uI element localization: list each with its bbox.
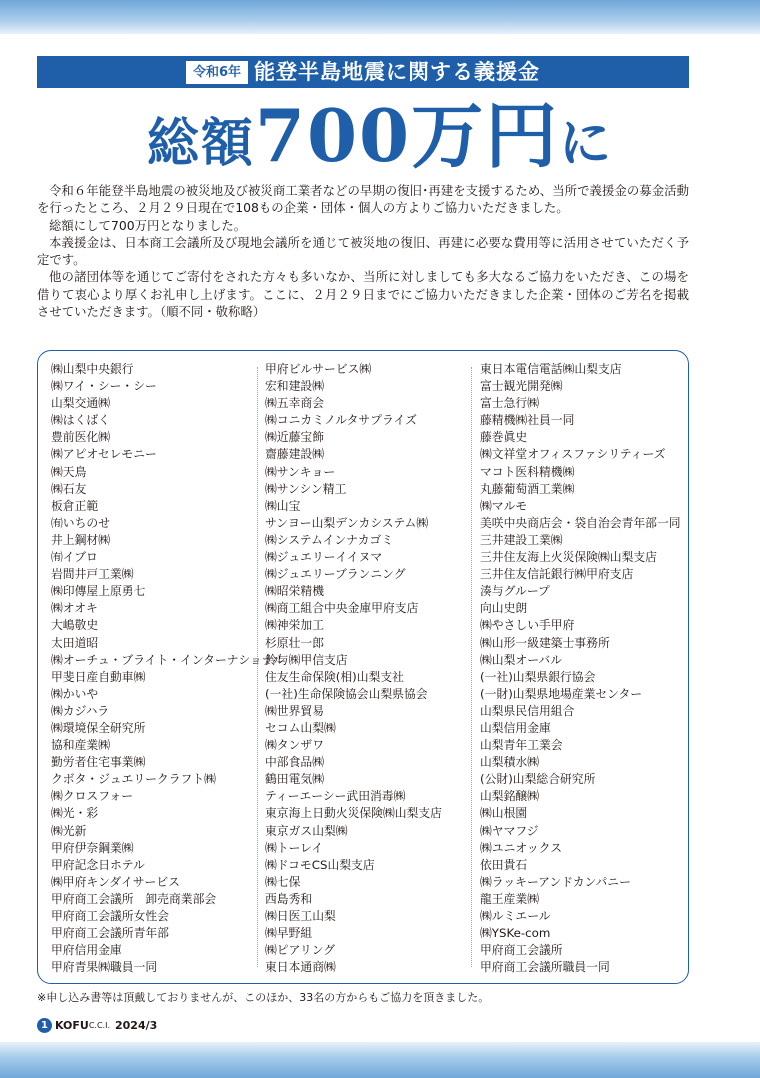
donor-name: ㈱はくばく (51, 413, 110, 428)
donor-name: 甲府商工会議所女性会 (51, 909, 169, 923)
donor-name: ㈱ヤマフジ (480, 823, 539, 838)
donor-name: ㈱ジュエリーイイヌマ (265, 550, 383, 565)
donor-name: ㈱ユニオックス (480, 840, 563, 855)
donor-name: ㈲いちのせ (51, 515, 110, 530)
donor-name: 山梨信用金庫 (480, 720, 551, 735)
donor-name: 甲府青果㈱職員一同 (51, 960, 158, 975)
footer-issue: 2024/3 (115, 1019, 158, 1032)
donor-name: 住友生命保険(相)山梨支社 (265, 669, 404, 684)
donor-name: ㈱カジハラ (51, 703, 110, 718)
footnote: ※申し込み書等は頂戴しておりませんが、このほか、33名の方からもご協力を頂きました。 (37, 991, 490, 1004)
donor-name: ㈱商工組合中央金庫甲府支店 (265, 601, 419, 616)
donor-name: 井上鋼材㈱ (51, 532, 110, 547)
headline-amount: 700万円 (254, 93, 560, 178)
donor-name: 甲府商工会議所 卸売商業部会 (51, 891, 217, 906)
donor-name: ㈱印傳屋上原勇七 (51, 584, 146, 599)
donor-name: ㈲イブロ (51, 550, 98, 565)
donor-name: 鶴田電気㈱ (265, 772, 324, 787)
donor-name: 東京海上日動火災保険㈱山梨支店 (265, 806, 442, 821)
donor-name: 甲府記念日ホテル (51, 857, 145, 872)
intro-paragraph: 総額にして700万円となりました。 (49, 217, 247, 233)
donor-name: セコム山梨㈱ (265, 720, 336, 735)
footer-brand: KOFU (55, 1019, 89, 1032)
donor-name: ㈱世界貿易 (265, 703, 324, 718)
footer-brand-suffix: C.C.I. (88, 1021, 110, 1030)
donor-name: ㈱文祥堂オフィスファシリティーズ (480, 447, 666, 462)
donor-name: ㈱マルモ (480, 498, 528, 513)
donor-name: 鈴与㈱甲信支店 (265, 652, 348, 667)
donor-list-box (37, 350, 689, 984)
donor-name: クボタ・ジュエリークラフト㈱ (51, 772, 216, 787)
donor-name: ㈱山根園 (480, 806, 528, 821)
donor-name: 甲府ビルサービス㈱ (265, 362, 372, 376)
intro-text (37, 182, 689, 320)
donor-name: 山梨銘醸㈱ (480, 789, 539, 804)
donor-name: ㈱トーレイ (265, 840, 324, 855)
donor-name: 山梨積水㈱ (480, 755, 539, 770)
donor-name: 三井住友海上火災保険㈱山梨支店 (480, 550, 657, 565)
donor-name: ㈱オオキ (51, 601, 98, 616)
donor-name: 三井住友信託銀行㈱甲府支店 (480, 567, 634, 582)
era-badge: 令和6年 (186, 61, 248, 84)
donor-name: 山梨交通㈱ (51, 396, 110, 411)
donor-name: 富士急行㈱ (480, 396, 539, 411)
donor-name: 岩間井戸工業㈱ (51, 567, 134, 582)
page-number: 1 (37, 1018, 52, 1033)
donor-name: サンヨー山梨デンカシステム㈱ (265, 515, 429, 530)
donor-name: ㈱環境保全研究所 (51, 720, 146, 735)
headline (0, 93, 760, 178)
donor-name: 龍王産業㈱ (480, 891, 539, 906)
donor-name: 甲府商工会議所職員一同 (480, 960, 610, 975)
donor-name: ㈱アピオセレモニー (51, 447, 157, 462)
donor-name: 大嶋敬史 (51, 618, 99, 633)
donor-name: ㈱光・彩 (51, 806, 99, 821)
column-divider (257, 367, 258, 967)
donor-name: 山梨県民信用組合 (480, 703, 575, 718)
donor-name: ㈱オーチュ・ブライト・インターナショナル (51, 652, 285, 667)
donor-name: ㈱天鳥 (51, 464, 87, 479)
donor-name: 勤労者住宅事業㈱ (51, 755, 146, 770)
donor-name: 板倉正範 (51, 498, 99, 513)
page-footer (37, 1018, 157, 1033)
donor-name: ㈱かいや (51, 686, 99, 701)
donor-name: ㈱甲府キンダイサービス (51, 874, 180, 889)
donor-name: ㈱ピアリング (265, 943, 336, 958)
donor-name: 丸藤葡萄酒工業㈱ (480, 481, 575, 496)
donor-name: 藤巻眞史 (480, 430, 528, 445)
donor-name: ㈱やさしい手甲府 (480, 618, 575, 633)
headline-suffix: に (559, 114, 614, 174)
donor-name: 富士観光開発㈱ (480, 379, 563, 394)
donor-name: ㈱コニカミノルタサプライズ (265, 413, 417, 428)
donor-name: ㈱近藤宝飾 (265, 430, 324, 445)
bottom-decorative-bar (0, 1042, 760, 1078)
donor-name: 向山史朗 (480, 601, 528, 616)
donor-name: 宏和建設㈱ (265, 379, 324, 394)
donor-name: 湊与グループ (480, 584, 550, 599)
donor-name: ㈱山梨中央銀行 (51, 362, 134, 376)
intro-paragraph: 令和６年能登半島地震の被災地及び被災商工業者などの早期の復旧･再建を支援するため、当所で義援金の募金活動を行ったところ、２月２９日現在で108もの企業・団体・個人の方よりご協力いただきました。 (37, 183, 689, 216)
donor-name: ㈱山形一級建築士事務所 (480, 635, 610, 650)
column-divider (471, 367, 472, 967)
donor-name: 甲府伊奈鋼業㈱ (51, 840, 134, 855)
donor-name: ㈱YSKe-com (480, 926, 551, 941)
intro-paragraph: 他の諸団体等を通じてご寄付をされた方々も多いなか、当所に対しましても多大なるご協力をいただき、この場を借りて衷心より厚くお礼申し上げます。ここに、２月２９日までにご協力いただきました企業・団体のご芳名を掲載させていただきます。（順不同・敬称略） (37, 269, 689, 320)
donor-name: 中部食品㈱ (265, 755, 324, 770)
donor-name: ㈱ルミエール (480, 909, 551, 923)
top-decorative-bar (0, 0, 760, 34)
donor-name: ㈱光新 (51, 823, 87, 838)
donor-name: マコト医科精機㈱ (480, 464, 575, 479)
donor-name: ㈱ジュエリーブランニング (265, 567, 406, 582)
donor-name: 三井建設工業㈱ (480, 532, 563, 547)
donor-name: (一社)生命保険協会山梨県協会 (265, 686, 428, 701)
donor-name: 甲府商工会議所青年部 (51, 926, 169, 941)
donor-name: ㈱五幸商会 (265, 396, 324, 411)
donor-name: 山梨青年工業会 (480, 738, 563, 753)
donor-name: 西島秀和 (265, 891, 313, 906)
donor-name: ㈱昭栄精機 (265, 584, 324, 599)
donor-name: 甲府信用金庫 (51, 943, 122, 958)
donor-name: ㈱クロスフォー (51, 789, 133, 804)
donor-name: ㈱ワイ・シー・シー (51, 379, 157, 394)
donor-name: 甲府商工会議所 (480, 943, 563, 958)
donor-name: ティーエーシー武田消毒㈱ (265, 789, 406, 804)
donor-name: ㈱神栄加工 (265, 618, 324, 633)
donor-name: ㈱石友 (51, 481, 87, 496)
donor-name: 美咲中央商店会・袋自治会青年部一同 (480, 515, 681, 530)
donor-name: 甲斐日産自動車㈱ (51, 669, 146, 684)
donor-name: 東日本通商㈱ (265, 960, 336, 975)
donor-name: 東日本電信電話㈱山梨支店 (480, 362, 622, 376)
donor-name: 杉原壮一郎 (265, 635, 324, 650)
donor-name: 齋藤建設㈱ (265, 447, 324, 462)
donor-name: ㈱タンザワ (265, 738, 324, 753)
donor-name: 東京ガス山梨㈱ (265, 823, 348, 838)
donor-name: ㈱ラッキーアンドカンパニー (480, 874, 631, 889)
donor-name: 依田貴石 (480, 857, 528, 872)
donor-name: ㈱七保 (265, 874, 301, 889)
headline-prefix: 総額 (146, 114, 255, 174)
donor-name: 太田道昭 (51, 635, 99, 650)
donor-name: ㈱山宝 (265, 498, 301, 513)
donor-name: ㈱サンキョー (265, 464, 336, 479)
page-title: 能登半島地震に関する義援金 (254, 60, 541, 84)
donor-name: ㈱日医工山梨 (265, 909, 336, 923)
donor-name: ㈱サンシン精工 (265, 481, 347, 496)
donor-name: 協和産業㈱ (51, 738, 110, 753)
donor-column-3 (480, 361, 686, 976)
donor-name: ㈱ドコモCS山梨支店 (265, 857, 375, 872)
donor-column-2 (265, 361, 471, 976)
title-band (37, 56, 689, 88)
donor-name: ㈱早野組 (265, 926, 313, 941)
donor-name: (公財)山梨総合研究所 (480, 772, 596, 787)
donor-name: 藤精機㈱社員一同 (480, 413, 575, 428)
donor-name: ㈱システムインナカゴミ (265, 532, 394, 547)
donor-name: (一財)山梨県地場産業センター (480, 686, 643, 701)
donor-name: 豊前医化㈱ (51, 430, 110, 445)
donor-name: ㈱山梨オーバル (480, 652, 562, 667)
intro-paragraph: 本義援金は、日本商工会議所及び現地会議所を通じて被災地の復旧、再建に必要な費用等に活用させていただく予定です。 (37, 234, 689, 268)
donor-name: (一社)山梨県銀行協会 (480, 669, 596, 684)
